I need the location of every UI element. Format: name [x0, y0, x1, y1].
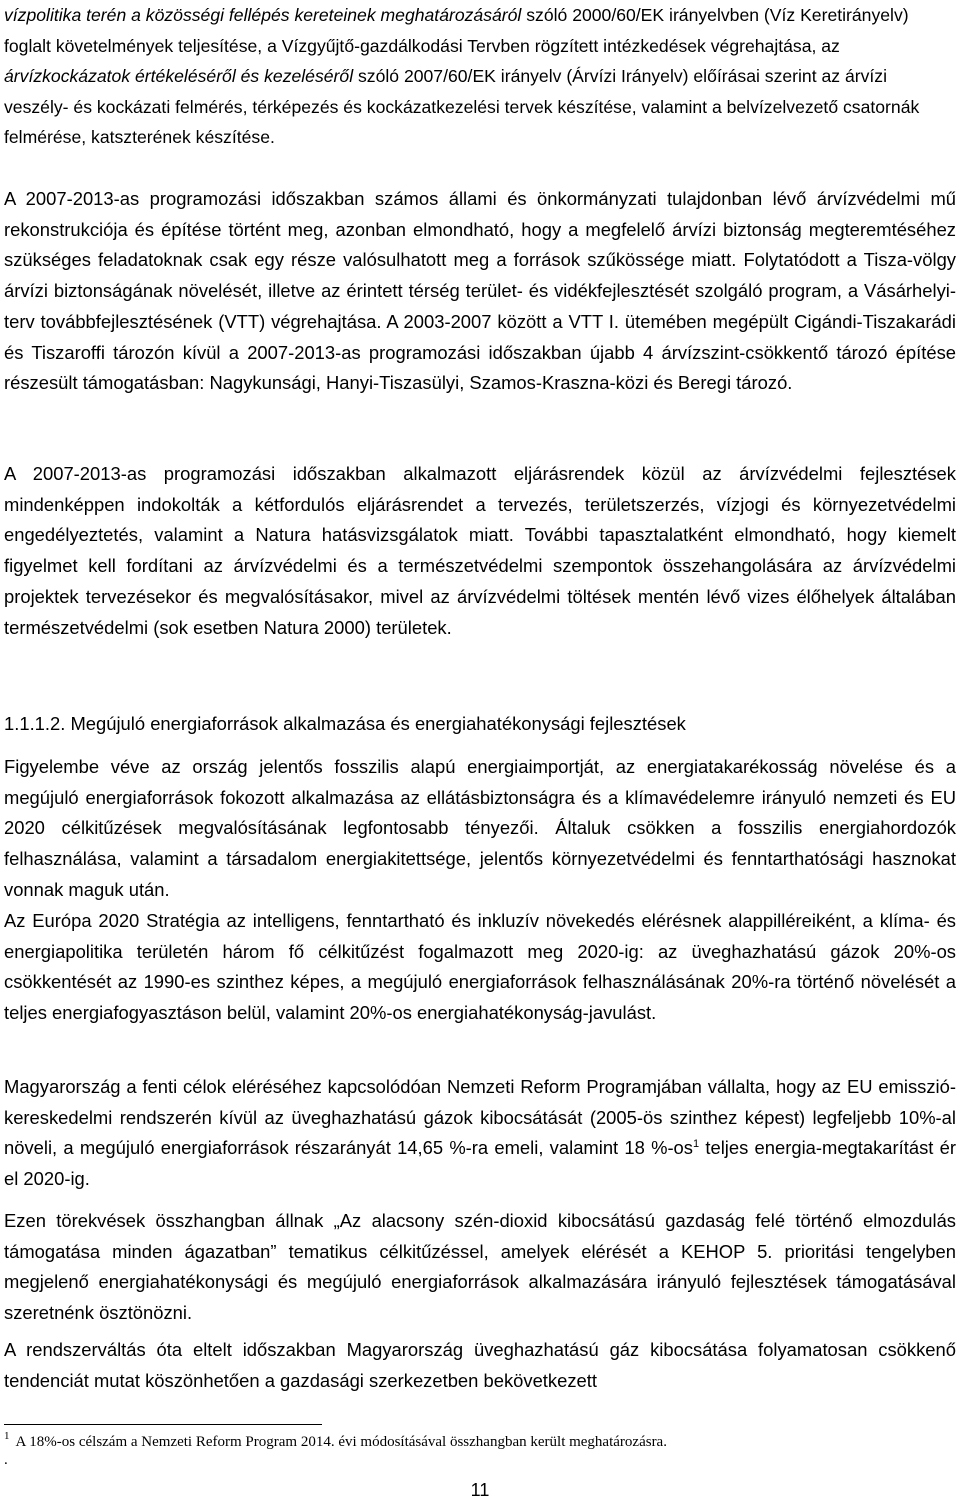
footnote-trailing-mark: . — [4, 1452, 8, 1468]
paragraph-hungary-targets — [4, 1072, 956, 1195]
section-heading: 1.1.1.2. Megújuló energiaforrások alkalmazása és energiahatékonysági fejlesztések — [4, 713, 686, 734]
paragraph-kehop: Ezen törekvések összhangban állnak „Az alacsony szén-dioxid kibocsátású gazdaság felé történő elmozdulás támogatása minden ágazatban” tematikus célkitűzéssel, amelyek elérését a KEHOP 5. prioritási tengelyben megjelenő energiahatékonysági és megújuló energiaforrások alkalmazására irányuló fejlesztések támogatásával szeretnénk ösztönözni. — [4, 1210, 956, 1324]
intro-text: szóló 2000/60/EK irányelvben (Víz Keretirányelv) foglalt követelmények teljesítése, a Vízgyűjtő-gazdálkodási Tervben rögzített intézkedések végrehajtása, az — [4, 5, 909, 56]
paragraph-intro — [4, 0, 956, 153]
hungary-targets-text-end: teljes energia-megtakarítást ér el 2020-ig. — [4, 1137, 957, 1190]
footnote-separator — [4, 1424, 322, 1425]
paragraph-flood-protection: A 2007-2013-as programozási időszakban számos állami és önkormányzati tulajdonban lévő árvízvédelmi mű rekonstrukciója és építése történt meg, azonban elmondható, hogy a megfelelő árvízi biztonság megteremtéséhez szükséges feladatoknak csak egy része valósulhatott meg a források szűkössége miatt. Folytatódott a Tisza-völgy árvízi biztonságának növelését, illetve az érintett térség terület- és vidékfejlesztését szolgáló program, a Vásárhelyi-terv továbbfejlesztésének (VTT) végrehajtása. A 2003-2007 között a VTT I. ütemében megépült Cigándi-Tiszakarádi és Tiszaroffi tározón kívül a 2007-2013-as programozási időszakban újabb 4 árvízszint-csökkentő tározó építése részesült támogatásban: Nagykunsági, Hanyi-Tiszasülyi, Szamos-Kraszna-közi és Beregi tározó. — [4, 188, 956, 394]
intro-italic-title: vízpolitika terén a közösségi fellépés kereteinek meghatározásáról — [4, 5, 522, 25]
footnote-text: A 18%-os célszám a Nemzeti Reform Program 2014. évi módosításával összhangban került meghatározásra. — [15, 1434, 667, 1450]
intro-text-continued: szóló 2007/60/EK irányelv (Árvízi Irányelv) előírásai szerint az árvízi veszély- és kockázati felmérés, térképezés és kockázatkezelési tervek készítése, valamint a belvízelvezető csatornák felmérése, katszterének készítése. — [4, 66, 920, 148]
footnote-reference[interactable]: 1 — [693, 1138, 700, 1151]
paragraph-emissions: A rendszerváltás óta eltelt időszakban Magyarország üveghazhatású gáz kibocsátása folyamatosan csökkenő tendenciát mutat köszönhetően a gazdasági szerkezetben bekövetkezett — [4, 1339, 956, 1391]
hungary-targets-text: Magyarország a fenti célok eléréséhez kapcsolódóan Nemzeti Reform Programjában vállalta, hogy az EU emisszió-kereskedelmi rendszerén kívül az üveghazhatású gázok kibocsátását (2005-ös szinthez képest) legfeljebb 10%-al növeli, a megújuló energiaforrások részarányát 14,65 %-ra emeli, valamint 18 %-os — [4, 1076, 956, 1159]
footnote — [4, 1432, 954, 1452]
intro-italic-flood-directive: árvízkockázatok értékeléséről és kezeléséről — [4, 66, 354, 87]
paragraph-procedures: A 2007-2013-as programozási időszakban alkalmazott eljárásrendek közül az árvízvédelmi fejlesztések mindenképpen indokolták a kétfordulós eljárásrendet a tervezés, területszerzés, vízjogi és környezetvédelmi engedélyeztetés, valamint a Natura hatásvizsgálatok miatt. További tapasztalatként elmondható, hogy kiemelt figyelmet kell fordítani az árvízvédelmi és a természetvédelmi szempontok összehangolására az árvízvédelmi projektek tervezésekor és megvalósításakor, mivel az árvízvédelmi töltések mentén lévő vizes élőhelyek általában természetvédelmi (sok esetben Natura 2000) területek. — [4, 463, 956, 638]
page-number: 11 — [470, 1480, 490, 1500]
footnote-number: 1 — [4, 1430, 10, 1442]
paragraph-europe-2020: Az Európa 2020 Stratégia az intelligens, fenntartható és inkluzív növekedés elérésnek alappilléreiként, a klíma- és energiapolitika területén három fő célkitűzést fogalmazott meg 2020-ig: az üveghazhatású gázok 20%-os csökkentését az 1990-es szinthez képes, a megújuló energiaforrások felhasználásának 20%-ra történő növelését a teljes energiafogyasztáson belül, valamint 20%-os energiahatékonyság-javulást. — [4, 910, 956, 1024]
paragraph-renewables: Figyelembe véve az ország jelentős fosszilis alapú energiaimportját, az energiatakarékosság növelése és a megújuló energiaforrások fokozott alkalmazása az ellátásbiztonságra és a klímavédelemre irányuló nemzeti és EU 2020 célkitűzések megvalósításának legfontosabb tényezői. Általuk csökken a fosszilis energiahordozók felhasználása, valamint a társadalom energiakitettsége, jelentős környezetvédelmi és fenntarthatósági hasznokat vonnak maguk után. — [4, 756, 956, 900]
